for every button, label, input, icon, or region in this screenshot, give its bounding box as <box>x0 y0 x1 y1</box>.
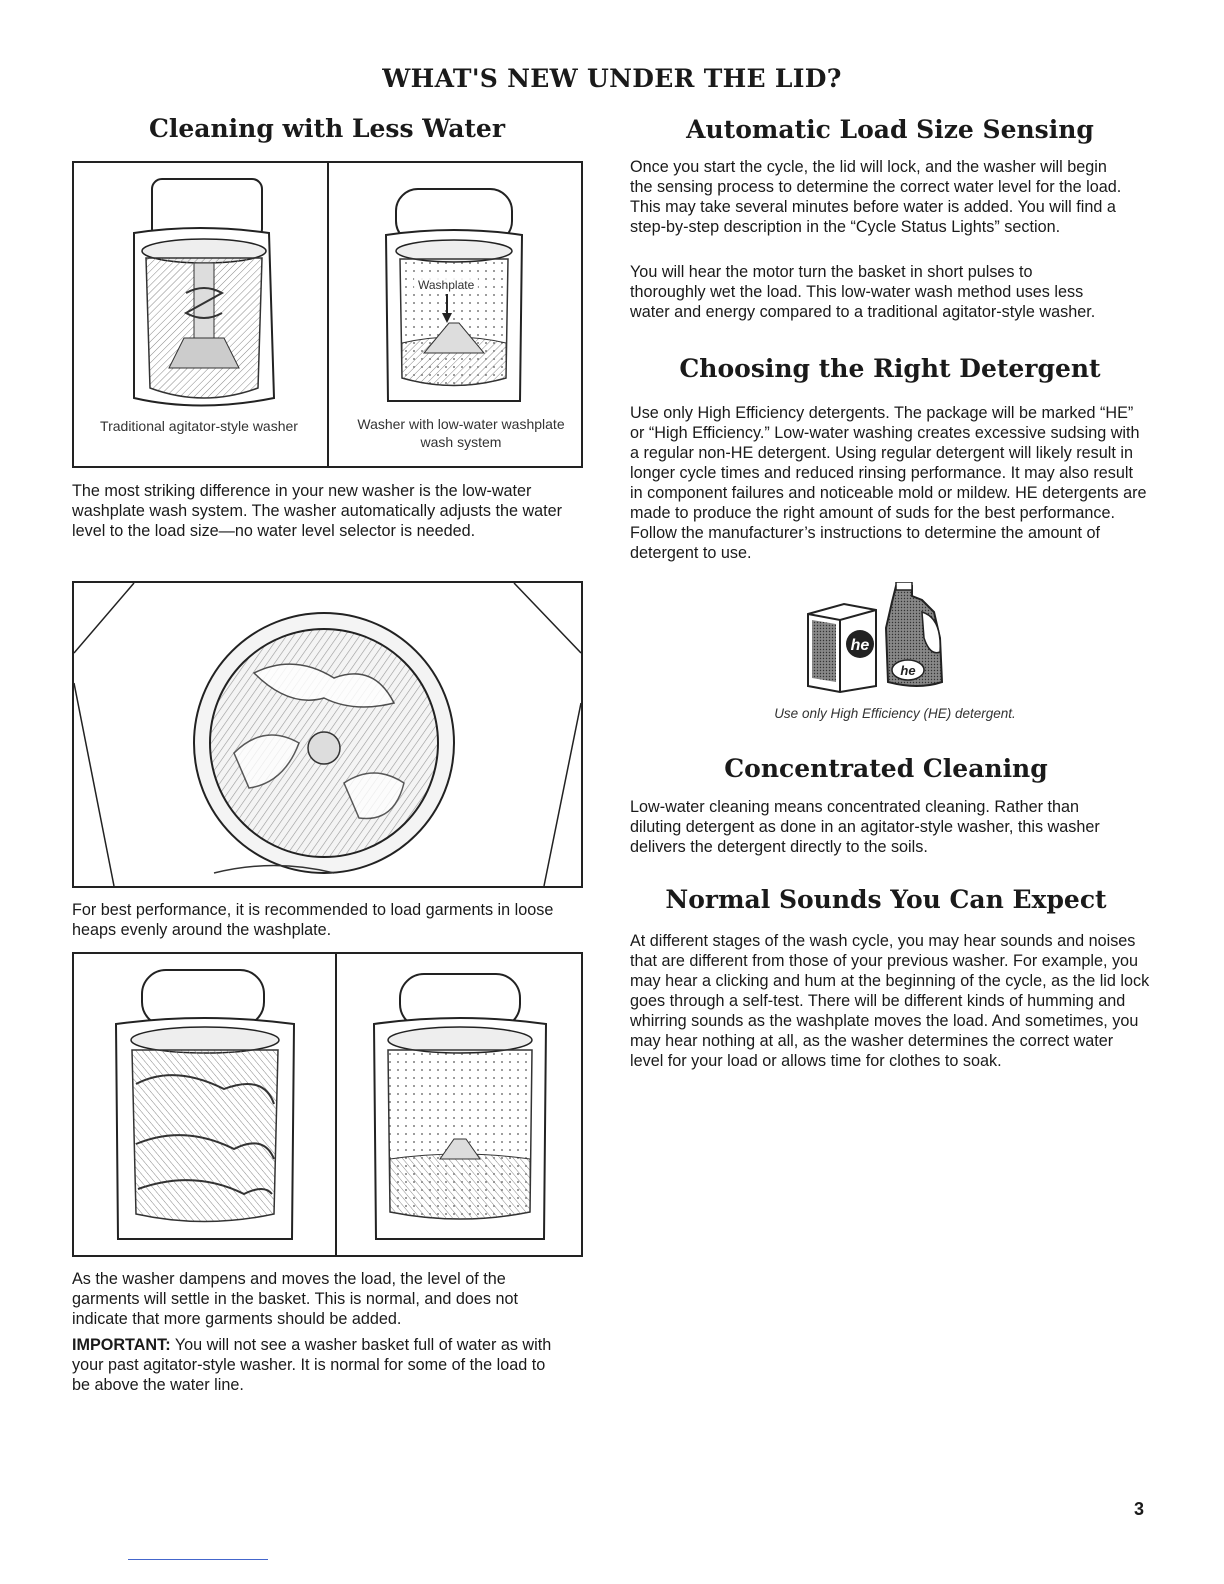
important-label: IMPORTANT: <box>72 1336 171 1354</box>
paragraph-garments-settle: As the washer dampens and moves the load, the level of the garments will settle in the basket. This is normal, and does not indicate that more garments should be added. <box>72 1270 518 1328</box>
heading-cleaning-less-water: Cleaning with Less Water <box>148 114 506 143</box>
he-logo-box: he <box>850 637 870 654</box>
loaded-basket-illustration <box>74 583 581 886</box>
paragraph-important <box>72 1335 562 1395</box>
heading-right-detergent: Choosing the Right Detergent <box>679 354 1101 383</box>
agitator-washer-drawing <box>134 179 274 406</box>
caption-washplate-washer: Washer with low-water washplate wash system <box>357 416 565 450</box>
figure-washer-comparison <box>72 161 583 468</box>
caption-he-detergent: Use only High Efficiency (HE) detergent. <box>774 706 1016 721</box>
important-text: You will not see a washer basket full of water as with your past agitator-style washer. It is normal for some of the load to be above the water line. <box>72 1336 552 1394</box>
paragraph-normal-sounds: At different stages of the wash cycle, you may hear sounds and noises that are different from those of your previous washer. For example, you may hear a clicking and hum at the beginning of the cycle, as the lid lock goes through a self-test. There will be different kinds of humming and whirring sounds as the washplate moves the load. And sometimes, you may hear nothing at all, as the washer determines the correct water level for your load or allows time for clothes to soak. <box>630 932 1150 1070</box>
footer-rule <box>128 1559 268 1560</box>
paragraph-washplate-system: The most striking difference in your new washer is the low-water washplate wash system. The washer automatically adjusts the water level to the load size—no water level selector is needed. <box>72 482 563 540</box>
paragraph-he-detergent: Use only High Efficiency detergents. The package will be marked “HE” or “High Efficiency.” Low-water washing creates excessive sudsing with a regular non-HE detergent. Using regular detergent will likely result in longer cycle times and reduced rinsing performance. It may also result in component failures and noticeable mold or mildew. HE detergents are made to produce the right amount of suds for the best performance. Follow the manufacturer’s instructions to determine the amount of detergent to use. <box>630 404 1147 562</box>
figure-loaded-basket <box>72 581 583 888</box>
paragraph-sensing-process: Once you start the cycle, the lid will lock, and the washer will begin the sensing process to determine the correct water level for the load. This may take several minutes before water is added. You will find a step-by-step description in the “Cycle Status Lights” section. <box>630 158 1122 236</box>
settled-garments-illustration <box>74 954 581 1255</box>
figure-settled-garments <box>72 952 583 1257</box>
he-logo-bottle: he <box>900 663 916 678</box>
washplate-washer-drawing <box>386 189 522 401</box>
heading-concentrated-cleaning: Concentrated Cleaning <box>724 754 1048 783</box>
paragraph-load-garments: For best performance, it is recommended to load garments in loose heaps evenly around the washplate. <box>72 901 554 939</box>
page-number: 3 <box>1133 1499 1144 1519</box>
heading-load-size-sensing: Automatic Load Size Sensing <box>686 115 1094 144</box>
caption-traditional-washer: Traditional agitator-style washer <box>100 418 298 434</box>
paragraph-motor-pulses: You will hear the motor turn the basket in short pulses to thoroughly wet the load. This low-water wash method uses less water and energy compared to a traditional agitator-style washer. <box>630 263 1096 321</box>
paragraph-concentrated-cleaning: Low-water cleaning means concentrated cleaning. Rather than diluting detergent as done in an agitator-style washer, this washer delivers the detergent directly to the soils. <box>630 798 1100 856</box>
washplate-label: Washplate <box>418 278 475 292</box>
heading-normal-sounds: Normal Sounds You Can Expect <box>665 885 1107 914</box>
page-title: WHAT'S NEW UNDER THE LID? <box>382 64 842 93</box>
he-detergent-illustration <box>804 582 954 694</box>
